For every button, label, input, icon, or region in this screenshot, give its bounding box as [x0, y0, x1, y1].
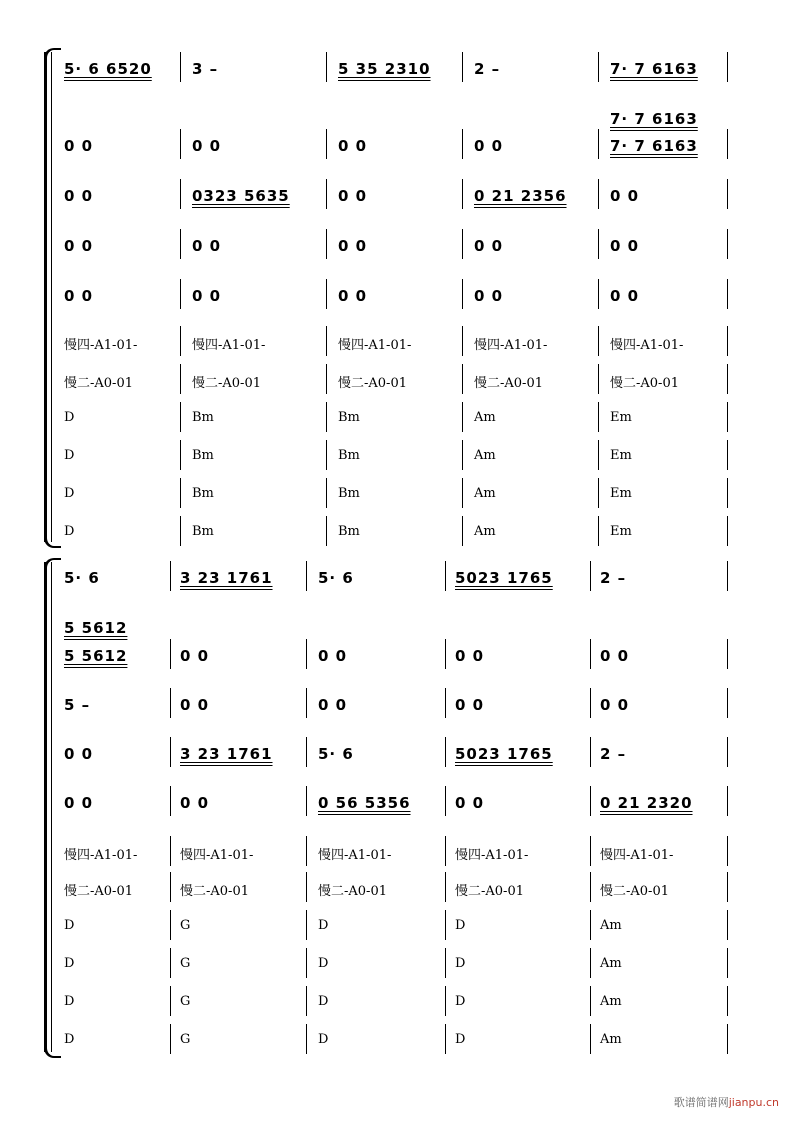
- barline: [445, 910, 446, 940]
- chord-symbol: D: [64, 524, 75, 539]
- barline: [170, 688, 171, 718]
- measure-notes: 5023 1765: [455, 745, 553, 763]
- measure-notes: 0323 5635: [192, 187, 290, 205]
- barline: [180, 402, 181, 432]
- barline: [598, 516, 599, 546]
- barline: [462, 52, 463, 82]
- barline: [727, 872, 728, 902]
- pattern-label: 慢二-A0-01: [338, 376, 407, 391]
- barline: [326, 402, 327, 432]
- barline: [727, 326, 728, 356]
- chord-symbol: Bm: [338, 448, 360, 463]
- measure-notes: 0 0: [180, 794, 210, 812]
- chord-symbol: Bm: [192, 448, 214, 463]
- barline: [326, 364, 327, 394]
- measure-notes: 0 0: [610, 237, 640, 255]
- chord-symbol: Am: [600, 1032, 622, 1047]
- chord-symbol: Am: [474, 448, 496, 463]
- pattern-label: 慢二-A0-01: [180, 884, 249, 899]
- system1-row5: [0, 283, 793, 311]
- barline: [180, 516, 181, 546]
- chord-symbol: Bm: [192, 486, 214, 501]
- chord-symbol: D: [455, 918, 466, 933]
- barline: [727, 440, 728, 470]
- barline: [180, 326, 181, 356]
- barline: [598, 52, 599, 82]
- chord-symbol: D: [64, 994, 75, 1009]
- barline: [727, 129, 728, 159]
- pattern-label: 慢四-A1-01-: [192, 338, 266, 353]
- system2-chords-3: [0, 1028, 793, 1056]
- barline: [445, 1024, 446, 1054]
- chord-symbol: D: [64, 448, 75, 463]
- barline: [727, 516, 728, 546]
- measure-notes: 5· 6 6520: [64, 60, 152, 78]
- barline: [306, 561, 307, 591]
- measure-notes: 0 0: [180, 647, 210, 665]
- measure-notes: 0 0: [64, 187, 94, 205]
- barline: [462, 326, 463, 356]
- barline: [727, 948, 728, 978]
- watermark: [674, 1094, 779, 1110]
- measure-notes: 0 0: [600, 696, 630, 714]
- barline: [727, 52, 728, 82]
- barline: [590, 639, 591, 669]
- chord-symbol: Am: [600, 994, 622, 1009]
- barline: [590, 688, 591, 718]
- system1-chords-3: [0, 520, 793, 548]
- measure-notes: 0 0: [474, 137, 504, 155]
- measure-notes: 7· 7 6163: [610, 60, 698, 78]
- barline: [462, 229, 463, 259]
- pattern-label: 慢四-A1-01-: [64, 848, 138, 863]
- barline: [326, 129, 327, 159]
- barline: [462, 516, 463, 546]
- system2-row5: [0, 790, 793, 818]
- chord-symbol: D: [318, 956, 329, 971]
- barline: [180, 279, 181, 309]
- measure-notes: 3 23 1761: [180, 745, 273, 763]
- barline: [306, 1024, 307, 1054]
- barline: [180, 129, 181, 159]
- system1-row2: [0, 133, 793, 161]
- barline: [727, 836, 728, 866]
- barline: [590, 986, 591, 1016]
- chord-symbol: Am: [600, 918, 622, 933]
- barline: [598, 229, 599, 259]
- barline: [590, 786, 591, 816]
- measure-notes: 0 0: [318, 696, 348, 714]
- system1-label-a: [0, 330, 793, 358]
- chord-symbol: D: [455, 1032, 466, 1047]
- chord-symbol: Em: [610, 448, 632, 463]
- barline: [326, 179, 327, 209]
- chord-symbol: D: [455, 956, 466, 971]
- pattern-label: 慢二-A0-01: [64, 376, 133, 391]
- measure-notes: 0 0: [64, 745, 94, 763]
- chord-symbol: D: [64, 410, 75, 425]
- measure-notes: 0 0: [474, 237, 504, 255]
- pattern-label: 慢二-A0-01: [474, 376, 543, 391]
- measure-notes: 0 0: [64, 137, 94, 155]
- barline: [180, 179, 181, 209]
- system1-label-b: [0, 368, 793, 396]
- barline: [598, 440, 599, 470]
- barline: [445, 688, 446, 718]
- barline: [462, 364, 463, 394]
- system2-extra-row: [0, 615, 793, 643]
- measure-notes: 3 23 1761: [180, 569, 273, 587]
- chord-symbol: G: [180, 994, 191, 1009]
- barline: [598, 326, 599, 356]
- barline: [727, 737, 728, 767]
- barline: [445, 737, 446, 767]
- chord-symbol: Bm: [338, 486, 360, 501]
- barline: [462, 179, 463, 209]
- barline: [170, 836, 171, 866]
- system1-melody-row: [0, 56, 793, 84]
- measure-notes: 0 0: [610, 187, 640, 205]
- barline: [590, 561, 591, 591]
- barline: [727, 986, 728, 1016]
- measure-notes: 0 0: [64, 287, 94, 305]
- measure-notes: 5 5612: [64, 647, 128, 665]
- barline: [445, 836, 446, 866]
- measure-notes: 5· 6: [318, 745, 354, 763]
- chord-symbol: Bm: [338, 410, 360, 425]
- barline: [590, 910, 591, 940]
- barline: [170, 872, 171, 902]
- measure-notes: 0 0: [455, 794, 485, 812]
- barline: [590, 1024, 591, 1054]
- measure-notes: 5· 6: [318, 569, 354, 587]
- barline: [727, 364, 728, 394]
- measure-notes: 0 0: [338, 187, 368, 205]
- system1-chords-2: [0, 482, 793, 510]
- measure-notes: 0 0: [192, 237, 222, 255]
- barline: [727, 229, 728, 259]
- pattern-label: 慢二-A0-01: [610, 376, 679, 391]
- pattern-label: 慢四-A1-01-: [318, 848, 392, 863]
- barline: [727, 786, 728, 816]
- barline: [727, 910, 728, 940]
- measure-notes: 2 –: [600, 745, 627, 763]
- barline: [445, 948, 446, 978]
- system2-melody-row: [0, 565, 793, 593]
- measure-notes: 0 0: [318, 647, 348, 665]
- barline: [727, 478, 728, 508]
- chord-symbol: Am: [474, 524, 496, 539]
- measure-notes: 0 0: [192, 137, 222, 155]
- system2-row4: [0, 741, 793, 769]
- chord-symbol: G: [180, 918, 191, 933]
- system1-chords-0: [0, 406, 793, 434]
- barline: [462, 279, 463, 309]
- pattern-label: 慢二-A0-01: [600, 884, 669, 899]
- barline: [598, 402, 599, 432]
- barline: [306, 688, 307, 718]
- pattern-label: 慢四-A1-01-: [64, 338, 138, 353]
- chord-symbol: Bm: [192, 524, 214, 539]
- chord-symbol: Em: [610, 410, 632, 425]
- barline: [445, 872, 446, 902]
- system1-extra-row: [0, 106, 793, 134]
- measure-notes: 3 –: [192, 60, 219, 78]
- measure-notes: 2 –: [474, 60, 501, 78]
- barline: [598, 478, 599, 508]
- barline: [170, 910, 171, 940]
- measure-notes: 7· 7 6163: [610, 137, 698, 155]
- measure-notes: 5023 1765: [455, 569, 553, 587]
- barline: [598, 129, 599, 159]
- barline: [727, 279, 728, 309]
- measure-notes: 5 5612: [64, 619, 128, 637]
- chord-symbol: Em: [610, 524, 632, 539]
- barline: [326, 279, 327, 309]
- barline: [180, 364, 181, 394]
- chord-symbol: D: [64, 486, 75, 501]
- pattern-label: 慢二-A0-01: [318, 884, 387, 899]
- chord-symbol: D: [64, 956, 75, 971]
- pattern-label: 慢四-A1-01-: [600, 848, 674, 863]
- chord-symbol: D: [318, 1032, 329, 1047]
- measure-notes: 0 0: [600, 647, 630, 665]
- system2-label-a: [0, 840, 793, 868]
- chord-symbol: G: [180, 1032, 191, 1047]
- measure-notes: 0 0: [474, 287, 504, 305]
- chord-symbol: D: [318, 994, 329, 1009]
- barline: [727, 402, 728, 432]
- chord-symbol: D: [318, 918, 329, 933]
- chord-symbol: Am: [474, 486, 496, 501]
- barline: [727, 688, 728, 718]
- barline: [306, 986, 307, 1016]
- measure-notes: 0 0: [180, 696, 210, 714]
- measure-notes: 2 –: [600, 569, 627, 587]
- barline: [462, 478, 463, 508]
- system2-row3: [0, 692, 793, 720]
- chord-symbol: Bm: [338, 524, 360, 539]
- barline: [180, 52, 181, 82]
- pattern-label: 慢四-A1-01-: [610, 338, 684, 353]
- barline: [170, 737, 171, 767]
- barline: [306, 836, 307, 866]
- measure-notes: 0 0: [455, 696, 485, 714]
- barline: [462, 129, 463, 159]
- barline: [326, 478, 327, 508]
- barline: [170, 1024, 171, 1054]
- pattern-label: 慢四-A1-01-: [180, 848, 254, 863]
- barline: [590, 872, 591, 902]
- barline: [727, 179, 728, 209]
- barline: [306, 639, 307, 669]
- barline: [727, 1024, 728, 1054]
- pattern-label: 慢二-A0-01: [64, 884, 133, 899]
- system2-row2: [0, 643, 793, 671]
- chord-symbol: D: [455, 994, 466, 1009]
- barline: [590, 948, 591, 978]
- chord-symbol: Em: [610, 486, 632, 501]
- measure-notes: 5 35 2310: [338, 60, 431, 78]
- barline: [727, 561, 728, 591]
- measure-notes: 0 21 2320: [600, 794, 693, 812]
- pattern-label: 慢四-A1-01-: [338, 338, 412, 353]
- measure-notes: 0 0: [610, 287, 640, 305]
- barline: [445, 986, 446, 1016]
- system1-row3: [0, 183, 793, 211]
- barline: [306, 872, 307, 902]
- barline: [170, 948, 171, 978]
- barline: [180, 440, 181, 470]
- barline: [180, 229, 181, 259]
- barline: [170, 786, 171, 816]
- measure-notes: 0 0: [64, 237, 94, 255]
- barline: [462, 402, 463, 432]
- system1-row4: [0, 233, 793, 261]
- chord-symbol: Bm: [192, 410, 214, 425]
- barline: [445, 786, 446, 816]
- barline: [590, 836, 591, 866]
- measure-notes: 0 0: [455, 647, 485, 665]
- pattern-label: 慢四-A1-01-: [474, 338, 548, 353]
- barline: [170, 639, 171, 669]
- measure-notes: 5· 6: [64, 569, 100, 587]
- barline: [727, 639, 728, 669]
- measure-notes: 0 0: [338, 287, 368, 305]
- chord-symbol: G: [180, 956, 191, 971]
- barline: [306, 786, 307, 816]
- measure-notes: 0 0: [192, 287, 222, 305]
- barline: [598, 179, 599, 209]
- barline: [326, 440, 327, 470]
- barline: [306, 948, 307, 978]
- system2-label-b: [0, 876, 793, 904]
- system1-chords-1: [0, 444, 793, 472]
- pattern-label: 慢二-A0-01: [455, 884, 524, 899]
- barline: [462, 440, 463, 470]
- barline: [306, 910, 307, 940]
- measure-notes: 5 –: [64, 696, 91, 714]
- system2-chords-0: [0, 914, 793, 942]
- measure-notes: 0 21 2356: [474, 187, 567, 205]
- pattern-label: 慢四-A1-01-: [455, 848, 529, 863]
- pattern-label: 慢二-A0-01: [192, 376, 261, 391]
- chord-symbol: D: [64, 918, 75, 933]
- chord-symbol: Am: [474, 410, 496, 425]
- watermark-url: jianpu.cn: [728, 1096, 779, 1109]
- barline: [326, 229, 327, 259]
- barline: [326, 52, 327, 82]
- watermark-cn: 歌谱简谱网: [673, 1096, 729, 1109]
- barline: [326, 326, 327, 356]
- chord-symbol: Am: [600, 956, 622, 971]
- measure-notes: 0 0: [64, 794, 94, 812]
- barline: [170, 561, 171, 591]
- barline: [445, 561, 446, 591]
- system2-chords-1: [0, 952, 793, 980]
- measure-notes: 7· 7 6163: [610, 110, 698, 128]
- barline: [170, 986, 171, 1016]
- barline: [180, 478, 181, 508]
- barline: [445, 639, 446, 669]
- barline: [598, 364, 599, 394]
- barline: [306, 737, 307, 767]
- measure-notes: 0 56 5356: [318, 794, 411, 812]
- barline: [598, 279, 599, 309]
- barline: [590, 737, 591, 767]
- measure-notes: 0 0: [338, 237, 368, 255]
- barline: [326, 516, 327, 546]
- system2-chords-2: [0, 990, 793, 1018]
- measure-notes: 0 0: [338, 137, 368, 155]
- chord-symbol: D: [64, 1032, 75, 1047]
